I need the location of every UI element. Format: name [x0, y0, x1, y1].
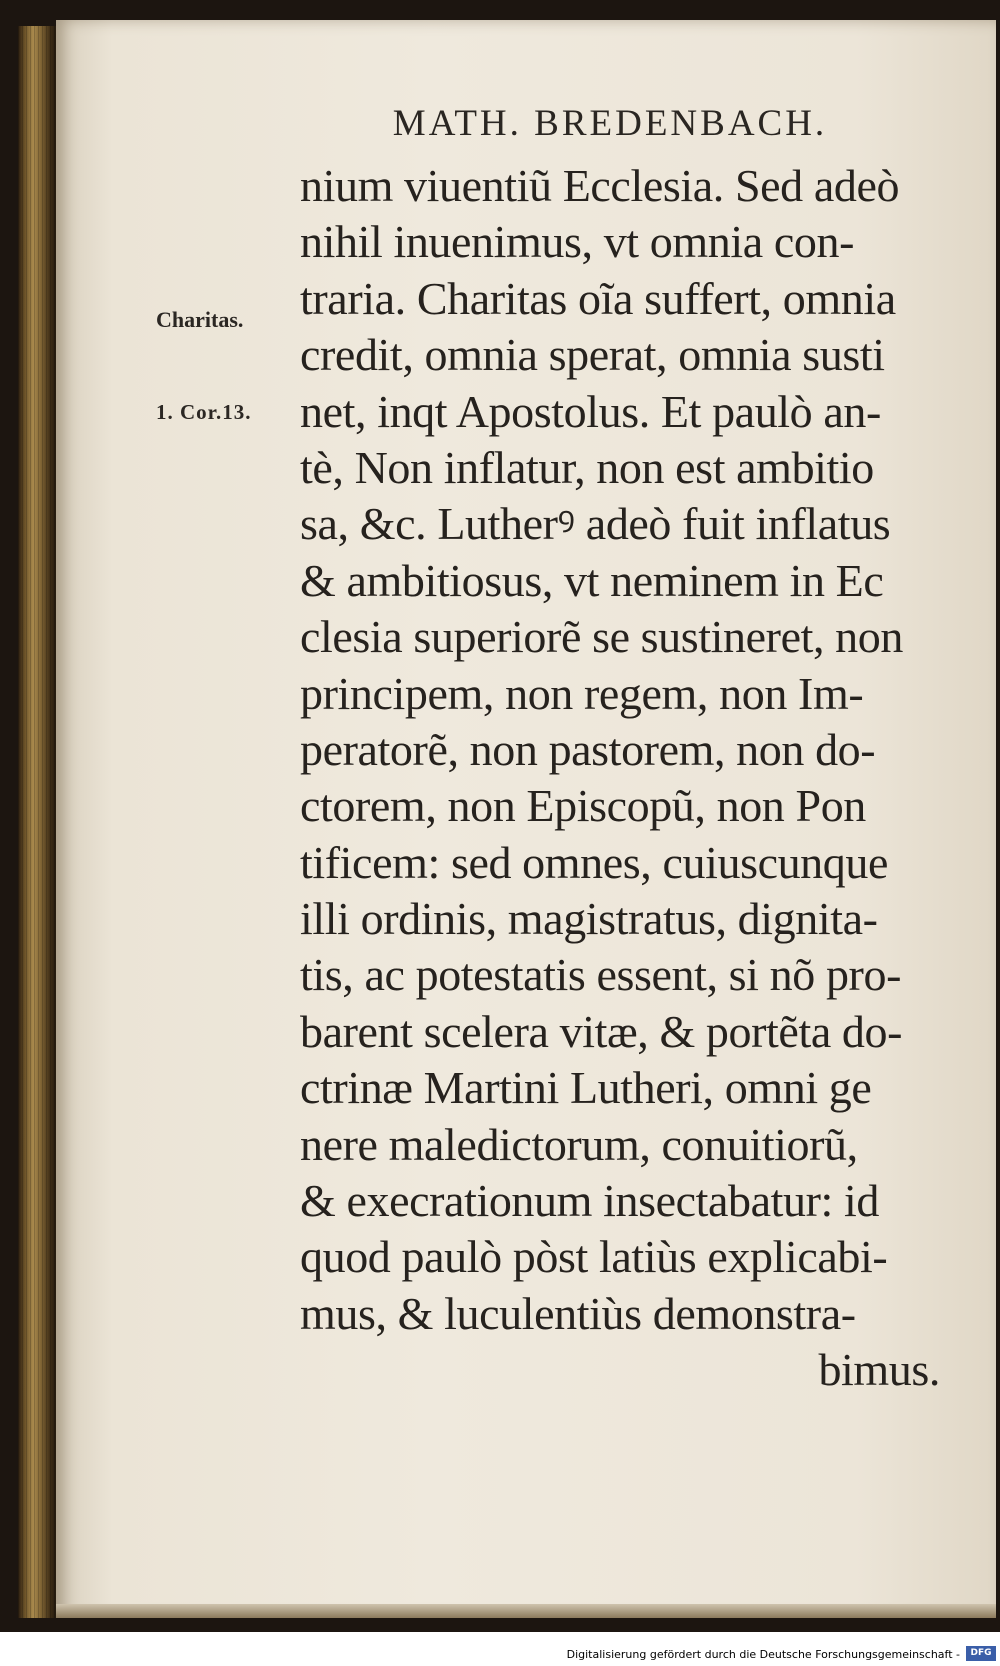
page-bottom-edge: [56, 1604, 996, 1618]
text-line: tè, Non inflatur, non est ambitio: [300, 441, 874, 493]
text-line: traria. Charitas oĩa suffert, omnia: [300, 272, 896, 324]
text-line: quod paulò pòst latiùs explicabi-: [300, 1231, 888, 1283]
text-line: sa, &c. Lutherꝰ adeò fuit inflatus: [300, 498, 891, 550]
text-line: principem, non regem, non Im-: [300, 667, 864, 719]
text-line: net, inqt Apostolus. Et paulò an-: [300, 385, 881, 437]
text-line: ctrinæ Martini Lutheri, omni ge: [300, 1062, 872, 1114]
funding-credit: Digitalisierung gefördert durch die Deutsche Forschungsgemeinschaft -: [566, 1648, 960, 1661]
text-line: & ambitiosus, vt neminem in Ec: [300, 554, 884, 606]
dfg-logo: DFG: [966, 1646, 996, 1661]
body-text: [300, 158, 940, 1399]
text-line: barent scelera vitæ, & portẽta do-: [300, 1005, 903, 1057]
text-line: tis, ac potestatis essent, si nõ pro-: [300, 949, 901, 1001]
text-line-final: bimus.: [818, 1344, 940, 1396]
text-line: peratorẽ, non pastorem, non do-: [300, 723, 876, 775]
text-line: ctorem, non Episcopũ, non Pon: [300, 780, 866, 832]
text-line: nium viuentiũ Ecclesia. Sed adeò: [300, 160, 900, 211]
text-line: nihil inuenimus, vt omnia con-: [300, 216, 854, 268]
text-line: & execrationum insectabatur: id: [300, 1175, 879, 1227]
text-line: clesia superiorẽ se sustineret, non: [300, 611, 903, 663]
marginal-note-charitas: Charitas.: [156, 307, 244, 332]
text-line: illi ordinis, magistratus, dignita-: [300, 893, 878, 945]
text-line: credit, omnia sperat, omnia susti: [300, 329, 885, 381]
book-spine-edge: [18, 26, 56, 1618]
text-line: nere maledictorum, conuitiorũ,: [300, 1118, 858, 1170]
marginal-note-reference: 1. Cor.13.: [156, 400, 252, 424]
running-head: MATH. BREDENBACH.: [392, 103, 828, 144]
text-line: tificem: sed omnes, cuiuscunque: [300, 836, 889, 888]
text-line: mus, & luculentiùs demonstra-: [300, 1287, 856, 1339]
